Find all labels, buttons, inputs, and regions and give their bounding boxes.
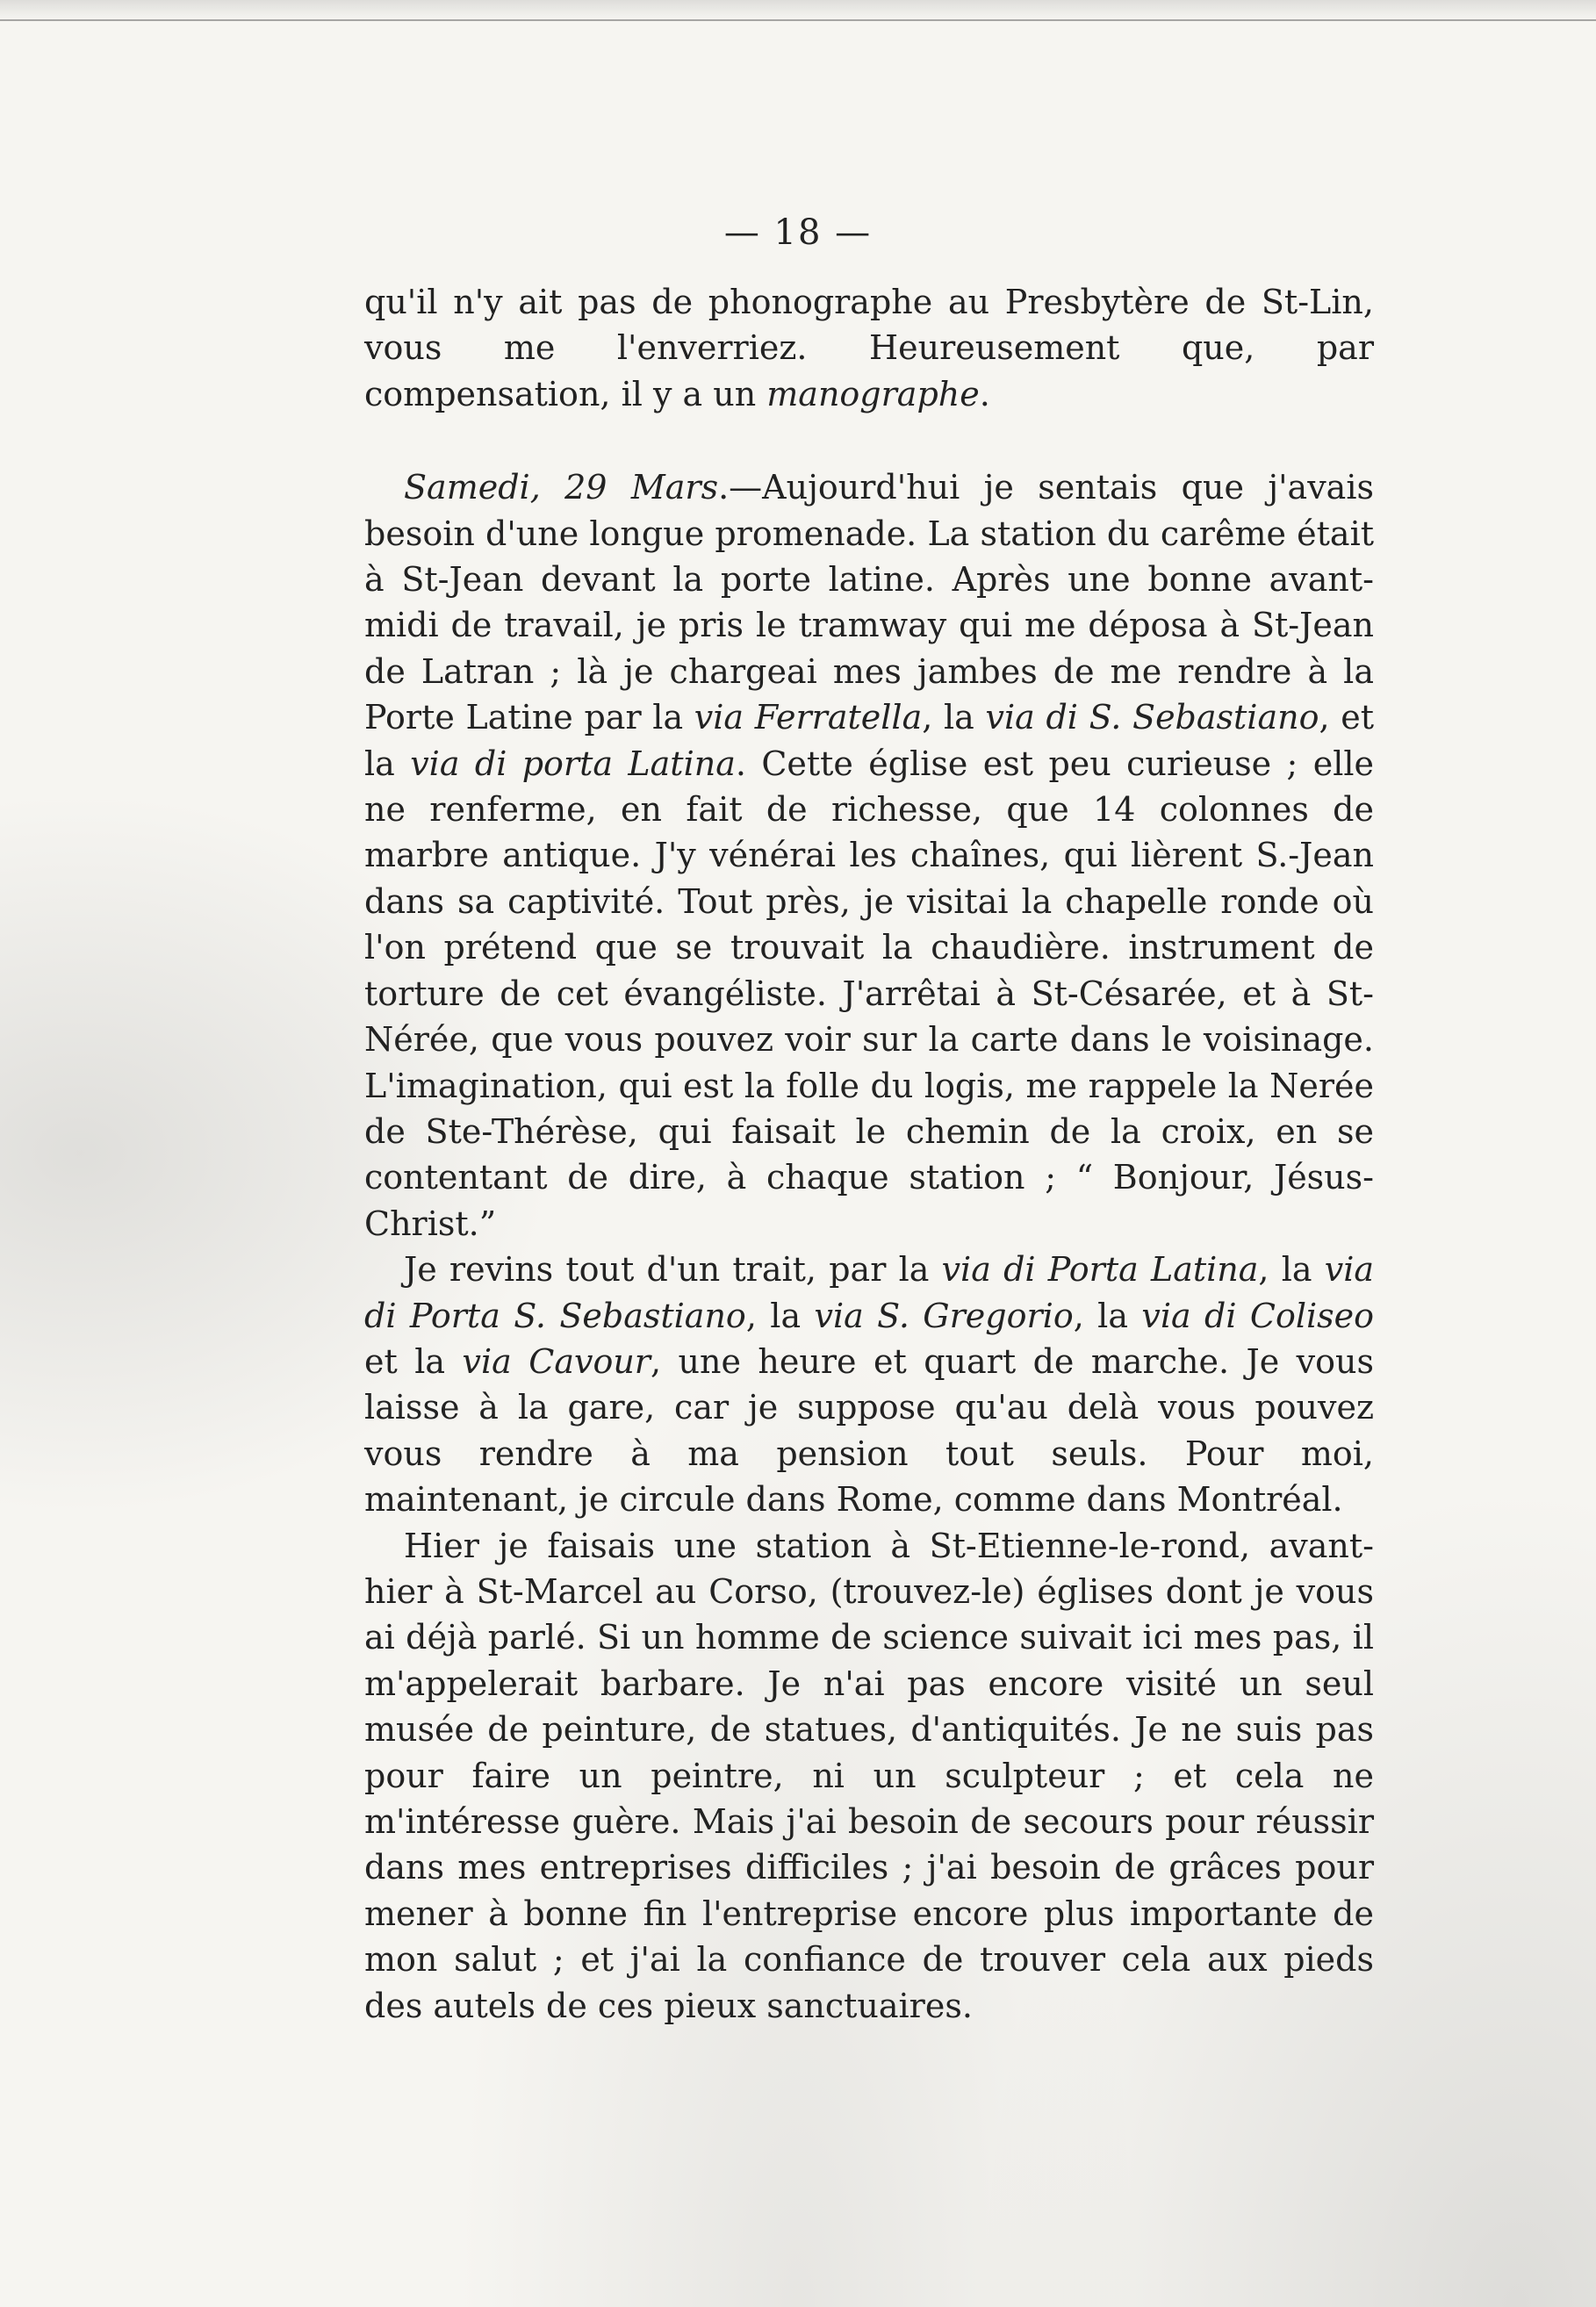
italic-text: via Ferratella bbox=[694, 698, 923, 737]
paragraph bbox=[364, 1247, 1374, 1522]
text-run: .—Aujourd'hui je sentais que j'avais besoin d'une longue promenade. La station du carême était à St-Jean devant la porte latine. Après une bonne avant-midi de travail, je pris le tramway qui me déposa à St-Jean de Latran ; là je chargeai mes jambes de me rendre à la Porte Latine par la bbox=[364, 468, 1374, 737]
text-run: et la bbox=[364, 1341, 463, 1381]
text-run: . bbox=[979, 374, 990, 413]
italic-text: via di Coliseo bbox=[1141, 1296, 1375, 1335]
text-run: , la bbox=[1073, 1296, 1142, 1335]
page-number: — 18 — bbox=[723, 212, 873, 253]
italic-text: via di Porta Latina bbox=[941, 1250, 1259, 1290]
paragraph bbox=[364, 279, 1374, 417]
italic-text: via di porta Latina bbox=[410, 744, 736, 783]
paragraph bbox=[364, 464, 1374, 1247]
text-run: , la bbox=[1258, 1250, 1325, 1290]
paragraph bbox=[364, 1523, 1374, 2029]
text-run: , et la bbox=[364, 698, 1374, 783]
text-run: , la bbox=[922, 698, 986, 737]
italic-text: via di Porta S. Sebastiano bbox=[364, 1250, 1375, 1335]
text-run: , la bbox=[745, 1296, 815, 1335]
text-run: Hier je faisais une station à St-Etienne-le-rond, avant-hier à St-Marcel au Corso, (trouvez-le) églises dont je vous ai déjà parlé. Si un homme de science suivait ici mes pas, il m'appelerait barbare. Je n'ai pas encore visité un seul musée de peinture, de statues, d'antiquités. Je ne suis pas pour faire un peintre, ni un sculpteur ; et cela ne m'intéresse guère. Mais j'ai besoin de secours pour réussir dans mes entreprises difficiles ; j'ai besoin de grâces pour mener à bonne fin l'entreprise encore plus importante de mon salut ; et j'ai la confiance de trouver cela aux pieds des autels de ces pieux sanctuaires. bbox=[364, 1526, 1374, 2025]
italic-text: via S. Gregorio bbox=[814, 1296, 1074, 1335]
text-run: . Cette église est peu curieuse ; elle ne renferme, en fait de richesse, que 14 colonnes de marbre antique. J'y vénérai les chaînes, qui lièrent S.-Jean dans sa captivité. Tout près, je visitai la chapelle ronde où l'on prétend que se trouvait la chaudière. instrument de torture de cet évangéliste. J'arrêtai à St-Césarée, et à St-Nérée, que vous pouvez voir sur la carte dans le voisinage. L'imagination, qui est la folle du logis, me rappele la Nerée de Ste-Thérèse, qui faisait le chemin de la croix, en se contentant de dire, à chaque station ; “ Bonjour, Jésus-Christ.” bbox=[364, 744, 1375, 1243]
text-run: Je revins tout d'un trait, par la bbox=[404, 1250, 942, 1290]
italic-text: via di S. Sebastiano bbox=[985, 698, 1319, 737]
italic-text: manographe bbox=[766, 374, 980, 413]
italic-text: Samedi, 29 Mars bbox=[404, 468, 719, 507]
body-text bbox=[364, 279, 1374, 2029]
italic-text: via Cavour bbox=[462, 1341, 651, 1381]
page-top-edge bbox=[0, 0, 1596, 21]
text-run: , une heure et quart de marche. Je vous laisse à la gare, car je suppose qu'au delà vous pouvez vous rendre à ma pension tout seuls. Pour moi, maintenant, je circule dans Rome, comme dans Montréal. bbox=[364, 1341, 1375, 1520]
text-run: qu'il n'y ait pas de phonographe au Presbytère de St-Lin, vous me l'enverriez. Heureusement que, par compensation, il y a un bbox=[364, 283, 1374, 413]
